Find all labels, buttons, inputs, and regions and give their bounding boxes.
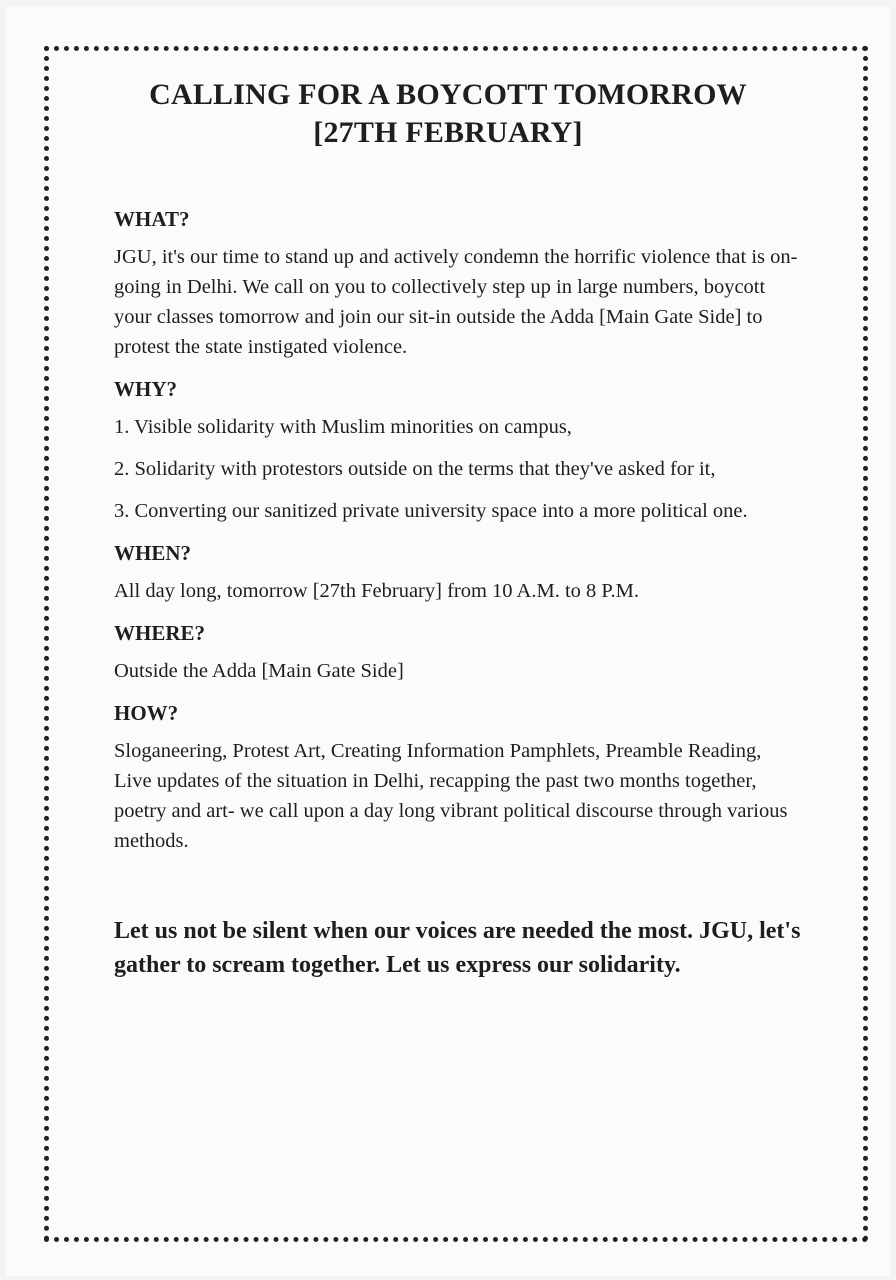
where-body: Outside the Adda [Main Gate Side] <box>114 660 404 682</box>
why-item-1: 1. Visible solidarity with Muslim minorities on campus, <box>114 416 572 438</box>
when-heading: WHEN? <box>114 541 192 565</box>
poster-sheet <box>6 6 890 1276</box>
why-heading: WHY? <box>114 377 177 401</box>
title-line-2: [27TH FEBRUARY] <box>313 116 583 149</box>
why-item-2: 2. Solidarity with protestors outside on the terms that they've asked for it, <box>114 458 716 480</box>
why-item-3: 3. Converting our sanitized private university space into a more political one. <box>114 500 748 522</box>
what-heading: WHAT? <box>114 207 190 231</box>
closing-statement: Let us not be silent when our voices are needed the most. JGU, let's gather to scream together. Let us express our solidarity. <box>114 918 801 978</box>
what-body: JGU, it's our time to stand up and actively condemn the horrific violence that is on-going in Delhi. We call on you to collectively step up in large numbers, boycott your classes tomorrow and join our sit-in outside the Adda [Main Gate Side] to protest the state instigated violence. <box>114 246 798 358</box>
poster-title <box>6 76 890 152</box>
when-body: All day long, tomorrow [27th February] from 10 A.M. to 8 P.M. <box>114 580 639 602</box>
title-line-1: CALLING FOR A BOYCOTT TOMORROW <box>149 78 747 111</box>
poster-content <box>114 204 804 982</box>
where-heading: WHERE? <box>114 621 206 645</box>
how-heading: HOW? <box>114 701 179 725</box>
how-body: Sloganeering, Protest Art, Creating Information Pamphlets, Preamble Reading, Live updates of the situation in Delhi, recapping the past two months together, poetry and art- we call upon a day long vibrant political discourse through various methods. <box>114 740 788 852</box>
